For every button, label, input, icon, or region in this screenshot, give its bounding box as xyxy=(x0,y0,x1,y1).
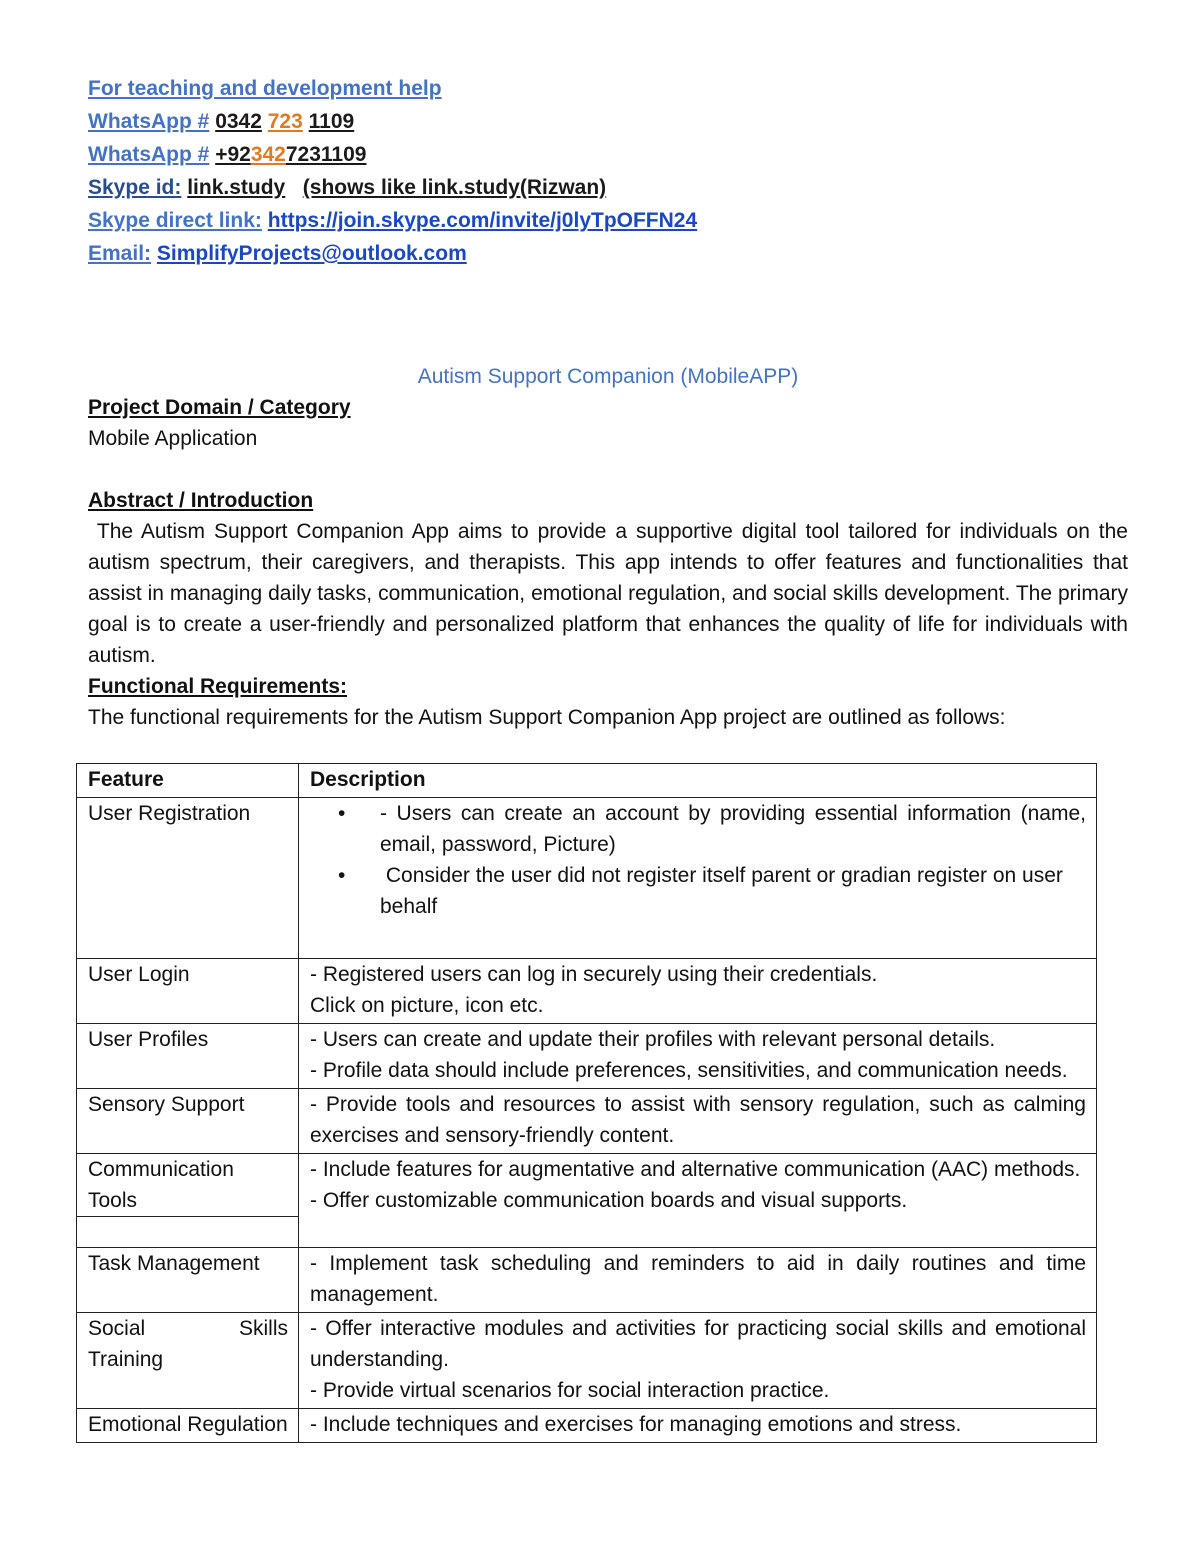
empty-subcell xyxy=(77,1217,298,1247)
teaching-help-heading: For teaching and development help xyxy=(88,77,442,100)
bullet-list xyxy=(310,798,1086,922)
description-line: - Implement task scheduling and reminders to aid in daily routines and time management. xyxy=(310,1252,1086,1306)
skype-id-label: Skype id: xyxy=(88,176,182,199)
header-feature: Feature xyxy=(77,764,299,798)
description-line: - Provide virtual scenarios for social interaction practice. xyxy=(310,1379,830,1402)
domain-heading: Project Domain / Category xyxy=(88,396,351,419)
skype-link-line xyxy=(88,204,1128,237)
list-item-text: - Users can create an account by providing essential information (name, email, password, Picture) xyxy=(380,802,1086,856)
feature-word: Social xyxy=(88,1317,146,1340)
table-row xyxy=(77,1313,1097,1409)
whatsapp-number-part: +92 xyxy=(215,143,251,166)
description-line: - Include features for augmentative and alternative communication (AAC) methods. xyxy=(310,1158,1081,1181)
document-page xyxy=(88,72,1134,729)
bullet-icon: • xyxy=(338,802,346,825)
whatsapp-label: WhatsApp # xyxy=(88,143,210,166)
feature-cell: User Registration xyxy=(77,798,299,959)
description-line: - Include techniques and exercises for managing emotions and stress. xyxy=(310,1413,962,1436)
whatsapp-number-part: 723 xyxy=(267,110,303,133)
contact-heading xyxy=(88,72,1128,105)
table-row xyxy=(77,1409,1097,1443)
description-line: Click on picture, icon etc. xyxy=(310,994,544,1017)
whatsapp-number-part: 0342 xyxy=(215,110,262,133)
bullet-icon: • xyxy=(338,864,346,887)
description-cell xyxy=(299,1154,1097,1248)
requirements-table xyxy=(76,763,1097,1443)
domain-section xyxy=(88,392,1128,454)
description-cell xyxy=(299,1024,1097,1089)
document-title: Autism Support Companion (MobileAPP) xyxy=(417,365,799,388)
table-row xyxy=(77,1154,1097,1248)
description-line: - Users can create and update their profiles with relevant personal details. xyxy=(310,1028,996,1051)
feature-text xyxy=(88,1313,288,1344)
whatsapp-number-part: 342 xyxy=(250,143,286,166)
description-line: - Offer interactive modules and activities for practicing social skills and emotional understanding. xyxy=(310,1317,1086,1371)
domain-value: Mobile Application xyxy=(88,427,258,450)
email-label: Email: xyxy=(88,242,152,265)
feature-text: Communication Tools xyxy=(77,1154,298,1217)
header-description: Description xyxy=(299,764,1097,798)
list-item xyxy=(338,798,1086,860)
whatsapp-number-part: 7231109 xyxy=(285,143,367,166)
whatsapp-line-2 xyxy=(88,138,1128,171)
whatsapp-number-part: 1109 xyxy=(308,110,355,133)
feature-cell xyxy=(77,1154,299,1248)
table-row xyxy=(77,1248,1097,1313)
feature-word: Training xyxy=(88,1348,164,1371)
skype-id-value: link.study xyxy=(187,176,286,199)
table-row xyxy=(77,798,1097,959)
email-link[interactable]: SimplifyProjects@outlook.com xyxy=(156,242,467,265)
skype-id-note: (shows like link.study(Rizwan) xyxy=(302,176,607,199)
feature-cell: User Login xyxy=(77,959,299,1024)
abstract-heading: Abstract / Introduction xyxy=(88,489,314,512)
description-line: - Profile data should include preferences, sensitivities, and communication needs. xyxy=(310,1059,1068,1082)
skype-direct-link[interactable]: https://join.skype.com/invite/j0lyTpOFFN24 xyxy=(267,209,698,232)
whatsapp-line-1 xyxy=(88,105,1128,138)
description-cell xyxy=(299,1409,1097,1443)
skype-link-label: Skype direct link: xyxy=(88,209,262,232)
description-cell xyxy=(299,1313,1097,1409)
description-cell xyxy=(299,798,1097,959)
whatsapp-label: WhatsApp # xyxy=(88,110,210,133)
feature-word: Skills xyxy=(238,1317,288,1340)
description-line: - Registered users can log in securely using their credentials. xyxy=(310,963,878,986)
functional-intro: The functional requirements for the Autism Support Companion App project are outlined as follows: xyxy=(88,706,1006,729)
feature-cell xyxy=(77,1313,299,1409)
description-cell xyxy=(299,1248,1097,1313)
description-cell xyxy=(299,1089,1097,1154)
table-row xyxy=(77,959,1097,1024)
feature-cell: User Profiles xyxy=(77,1024,299,1089)
table-row xyxy=(77,1089,1097,1154)
feature-cell: Task Management xyxy=(77,1248,299,1313)
email-line xyxy=(88,237,1128,270)
table-header-row xyxy=(77,764,1097,798)
description-line: - Provide tools and resources to assist with sensory regulation, such as calming exercises and sensory-friendly content. xyxy=(310,1093,1086,1147)
functional-heading: Functional Requirements: xyxy=(88,675,348,698)
description-cell xyxy=(299,959,1097,1024)
list-item-text: Consider the user did not register itself parent or gradian register on user behalf xyxy=(380,864,1069,918)
list-item xyxy=(338,860,1086,922)
skype-id-line xyxy=(88,171,1128,204)
table-row xyxy=(77,1024,1097,1089)
abstract-section xyxy=(88,485,1134,733)
description-line: - Offer customizable communication boards and visual supports. xyxy=(310,1189,908,1212)
feature-cell: Emotional Regulation xyxy=(77,1409,299,1443)
abstract-text: The Autism Support Companion App aims to provide a supportive digital tool tailored for individuals on the autism spectrum, their caregivers, and therapists. This app intends to offer features and functionalities that assist in managing daily tasks, communication, emotional regulation, and social skills development. The primary goal is to create a user-friendly and personalized platform that enhances the quality of life for individuals with autism. xyxy=(88,520,1134,667)
feature-cell: Sensory Support xyxy=(77,1089,299,1154)
